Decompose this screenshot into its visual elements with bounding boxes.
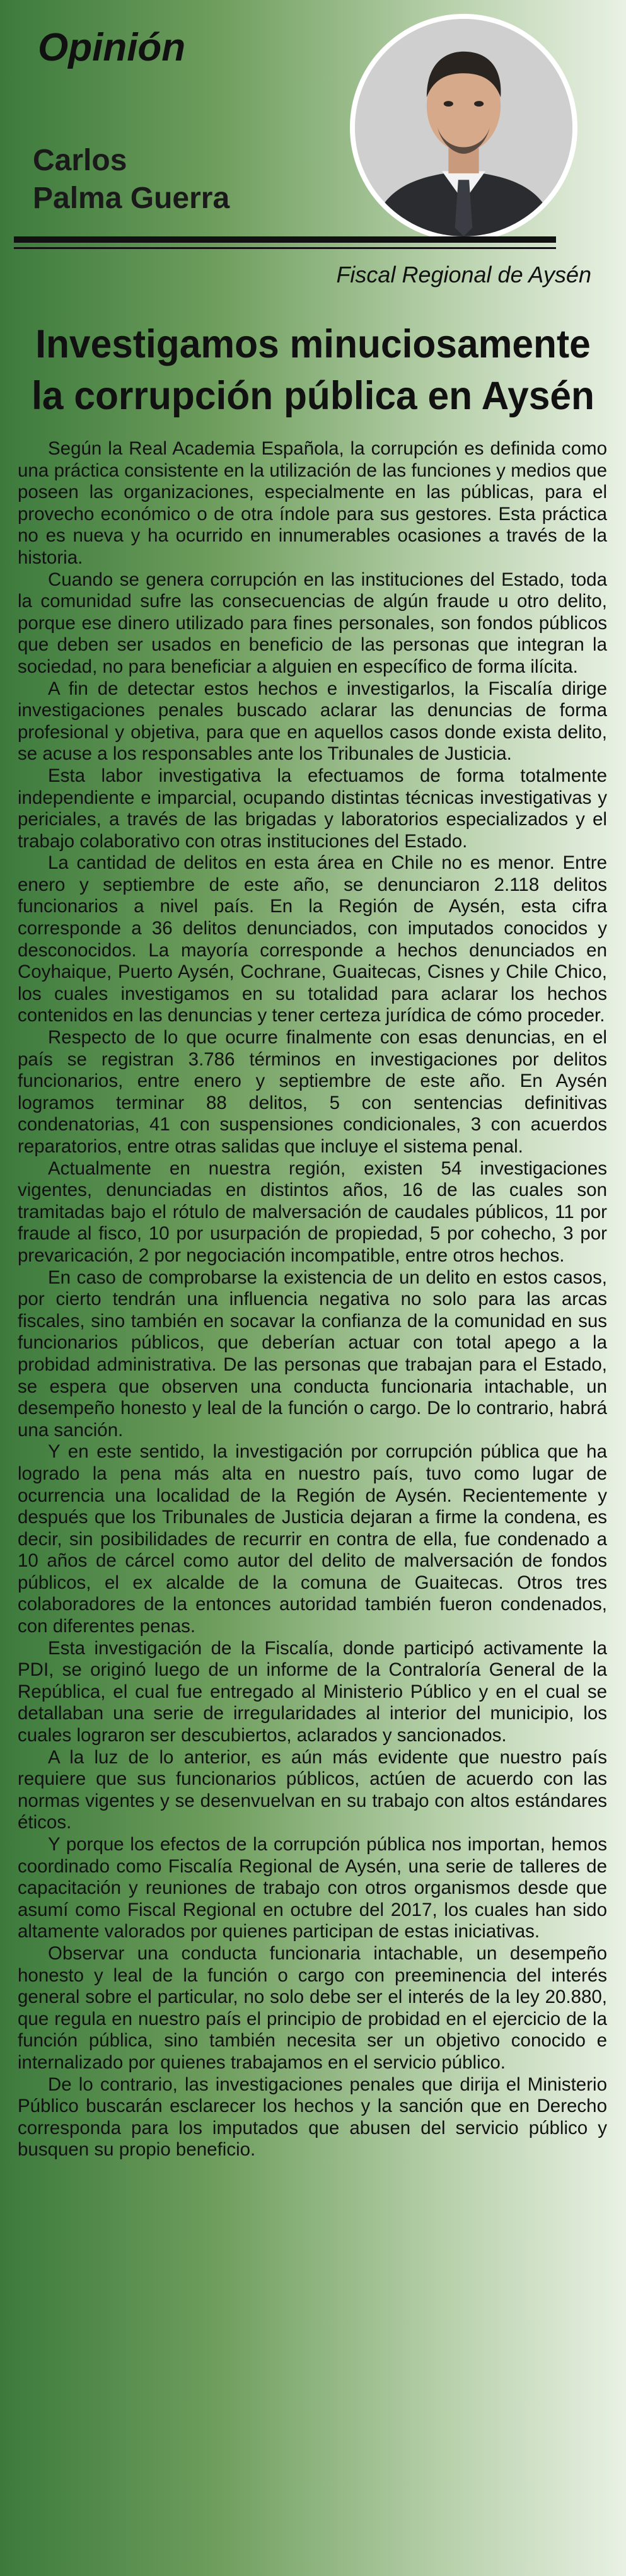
paragraph: Según la Real Academia Española, la corrupción es definida como una práctica consistente en la utilización de las funciones y medios que poseen las organizaciones, especialmente en las públicas, para el provecho económico o de otra índole para sus gestores. Esta práctica no es nueva y ha ocurrido en innumerables ocasiones a través de la historia.: [18, 438, 607, 568]
paragraph: En caso de comprobarse la existencia de un delito en estos casos, por cierto tendrán una influencia negativa no solo para las arcas fiscales, sino también en socavar la confianza de la comunidad en sus funcionarios públicos, que deberían actuar con total apego a la probidad administrativa. De las personas que trabajan para el Estado, se espera que observen una conducta funcionaria intachable, un desempeño honesto y leal de la función o cargo. De lo contrario, habrá una sanción.: [18, 1267, 607, 1441]
author-portrait-image: [355, 19, 572, 236]
article-headline: [25, 318, 601, 422]
section-label: Opinión: [38, 26, 186, 69]
paragraph: Respecto de lo que ocurre finalmente con esas denuncias, en el país se registran 3.786 términos en investigaciones por delitos funcionarios, entre enero y septiembre de este año. En Aysén logramos terminar 88 delitos, 5 con sentencias definitivas condenatorias, 41 con suspensiones condicionales, 3 con acuerdos reparatorios, entre otras salidas que incluye el sistema penal.: [18, 1027, 607, 1157]
paragraph: Y porque los efectos de la corrupción pública nos importan, hemos coordinado como Fiscalía Regional de Aysén, una serie de talleres de capacitación y reuniones de trabajo con otros organismos desde que asumí como Fiscal Regional en octubre del 2017, los cuales han sido altamente valorados por quienes participan de estas iniciativas.: [18, 1834, 607, 1942]
paragraph: De lo contrario, las investigaciones penales que dirija el Ministerio Público buscarán esclarecer los hechos y la sanción que en Derecho corresponda para los imputados que abusen del servicio público y busquen su propio beneficio.: [18, 2074, 607, 2161]
author-name: [33, 142, 229, 218]
paragraph: Cuando se genera corrupción en las instituciones del Estado, toda la comunidad sufre las consecuencias de algún fraude u otro delito, porque ese dinero utilizado para fines personales, son fondos públicos que deben ser usados en beneficio de las personas que integran la sociedad, no para beneficiar a alguien en específico de forma ilícita.: [18, 569, 607, 677]
headline-line-2: la corrupción pública en Aysén: [32, 374, 594, 418]
column-header: [0, 0, 626, 296]
author-first-name: Carlos: [33, 144, 127, 177]
header-divider: [14, 236, 556, 243]
author-role: Fiscal Regional de Aysén: [336, 262, 591, 287]
author-last-name: Palma Guerra: [33, 182, 230, 215]
paragraph: Esta labor investigativa la efectuamos de forma totalmente independiente e imparcial, ocupando distintas técnicas investigativas y periciales, a través de las brigadas y laboratorios especializados y el trabajo colaborativo con otras instituciones del Estado.: [18, 765, 607, 852]
paragraph: Observar una conducta funcionaria intachable, un desempeño honesto y leal de la función o cargo con preeminencia del interés general sobre el particular, no solo debe ser el interés de la ley 20.880, que regula en nuestro país el principio de probidad en el ejercicio de la función pública, sino también necesita ser un objetivo conocido e internalizado por quienes trabajamos en el servicio público.: [18, 1942, 607, 2073]
headline-line-1: Investigamos minuciosamente: [35, 322, 591, 366]
paragraph: La cantidad de delitos en esta área en Chile no es menor. Entre enero y septiembre de este año, se denunciaron 2.118 delitos funcionarios a nivel país. En la Región de Aysén, esta cifra corresponde a 36 delitos denunciados, con imputados conocidos y desconocidos. La mayoría corresponde a hechos denunciados en Coyhaique, Puerto Aysén, Cochrane, Guaitecas, Cisnes y Chile Chico, los cuales investigamos en su totalidad para aclarar los hechos contenidos en las denuncias y tener certeza jurídica de cómo proceder.: [18, 852, 607, 1026]
author-photo: [350, 14, 577, 241]
paragraph: Esta investigación de la Fiscalía, donde participó activamente la PDI, se originó luego de un informe de la Contraloría General de la República, el cual fue entregado al Ministerio Público y en el cual se detallaban una serie de irregularidades al interior del municipio, los cuales lograron ser descubiertos, aclarados y sancionados.: [18, 1637, 607, 1746]
article-body: [18, 438, 607, 2161]
paragraph: Actualmente en nuestra región, existen 54 investigaciones vigentes, denunciadas en distintos años, 16 de las cuales son tramitadas bajo el rótulo de malversación de caudales públicos, 11 por fraude al fisco, 10 por usurpación de propiedad, 5 por cohecho, 3 por prevaricación, 2 por negociación incompatible, entre otros hechos.: [18, 1157, 607, 1266]
paragraph: Y en este sentido, la investigación por corrupción pública que ha logrado la pena más alta en nuestro país, tuvo como lugar de ocurrencia una localidad de la Región de Aysén. Recientemente y después que los Tribunales de Justicia dejaran a firme la condena, es decir, sin posibilidades de recurrir en contra de ella, fue condenado a 10 años de cárcel como autor del delito de malversación de fondos públicos, el ex alcalde de la comuna de Guaitecas. Otros tres colaboradores de la entonces autoridad también fueron condenados, con diferentes penas.: [18, 1441, 607, 1637]
paragraph: A fin de detectar estos hechos e investigarlos, la Fiscalía dirige investigaciones penales buscado aclarar las denuncias de forma profesional y objetiva, para que en aquellos casos donde exista delito, se acuse a los responsables ante los Tribunales de Justicia.: [18, 678, 607, 765]
paragraph: A la luz de lo anterior, es aún más evidente que nuestro país requiere que sus funcionarios públicos, actúen de acuerdo con las normas vigentes y se desenvuelvan en su trabajo con altos estándares éticos.: [18, 1746, 607, 1833]
header-divider-thin: [14, 247, 556, 249]
